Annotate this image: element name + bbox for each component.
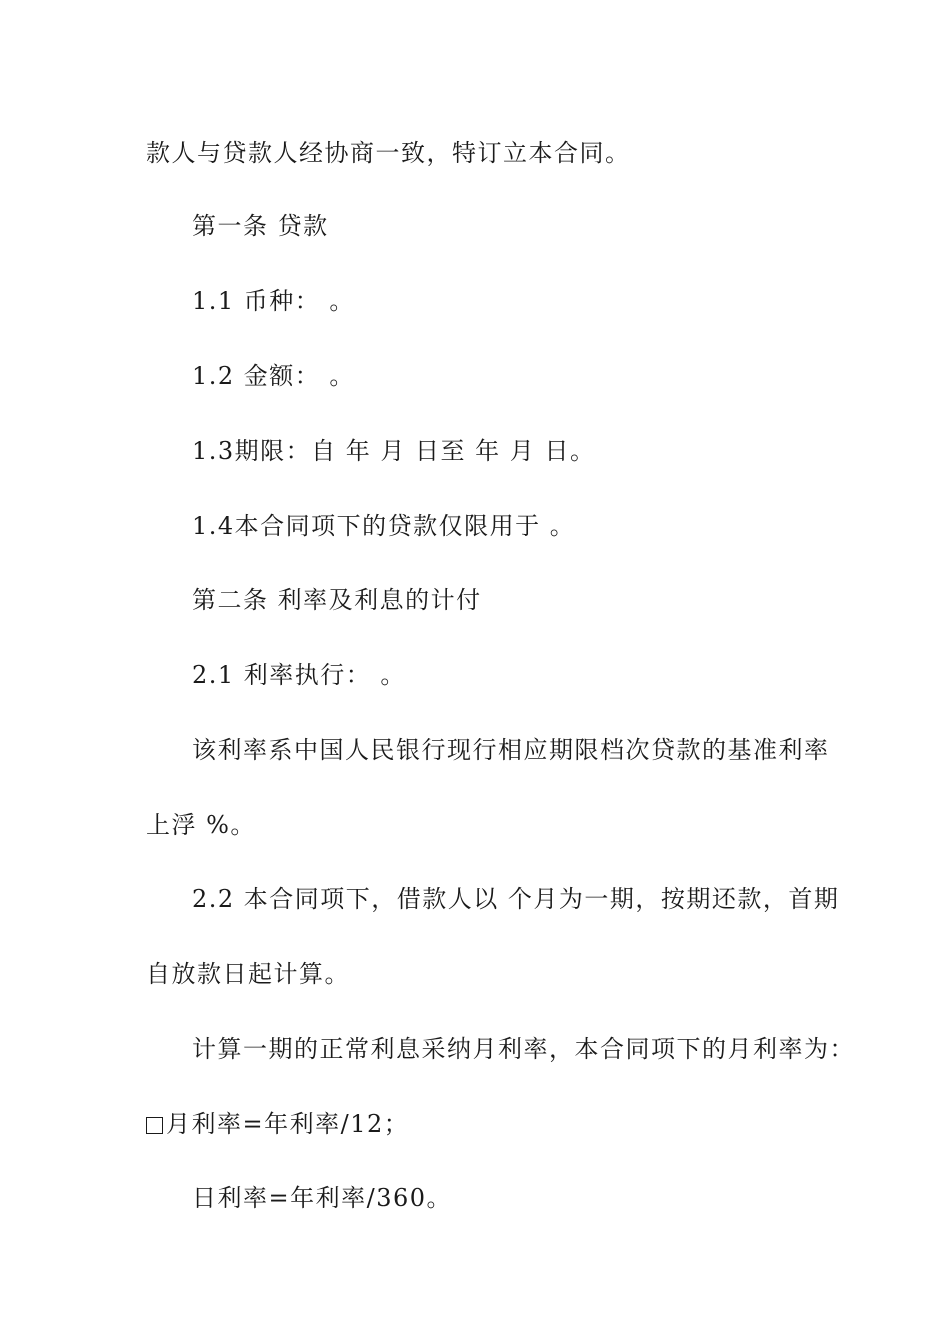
clause-rate: 2.1 利率执行： 。	[192, 661, 406, 689]
paragraph-line: 款人与贷款人经协商一致，特订立本合同。	[146, 139, 631, 167]
article-heading: 第二条 利率及利息的计付	[192, 586, 482, 614]
paragraph-line: 自放款日起计算。	[146, 960, 350, 988]
clause-repayment: 2.2 本合同项下，借款人以 个月为一期，按期还款，首期	[192, 885, 840, 913]
formula-text: 月利率=年利率/12；	[166, 1110, 410, 1138]
paragraph-line: 该利率系中国人民银行现行相应期限档次贷款的基准利率	[192, 736, 830, 764]
clause-term: 1.3期限：自 年 月 日至 年 月 日。	[192, 437, 596, 465]
formula-daily-rate: 日利率=年利率/360。	[192, 1184, 453, 1212]
clause-currency: 1.1 币种： 。	[192, 287, 355, 315]
clause-purpose: 1.4本合同项下的贷款仅限用于 。	[192, 512, 576, 540]
checkbox-icon	[146, 1117, 163, 1134]
clause-amount: 1.2 金额： 。	[192, 362, 355, 390]
paragraph-line: 上浮 %。	[146, 811, 256, 839]
article-heading: 第一条 贷款	[192, 212, 329, 240]
paragraph-line: 计算一期的正常利息采纳月利率，本合同项下的月利率为：	[192, 1035, 855, 1063]
formula-monthly-rate	[146, 1109, 409, 1139]
